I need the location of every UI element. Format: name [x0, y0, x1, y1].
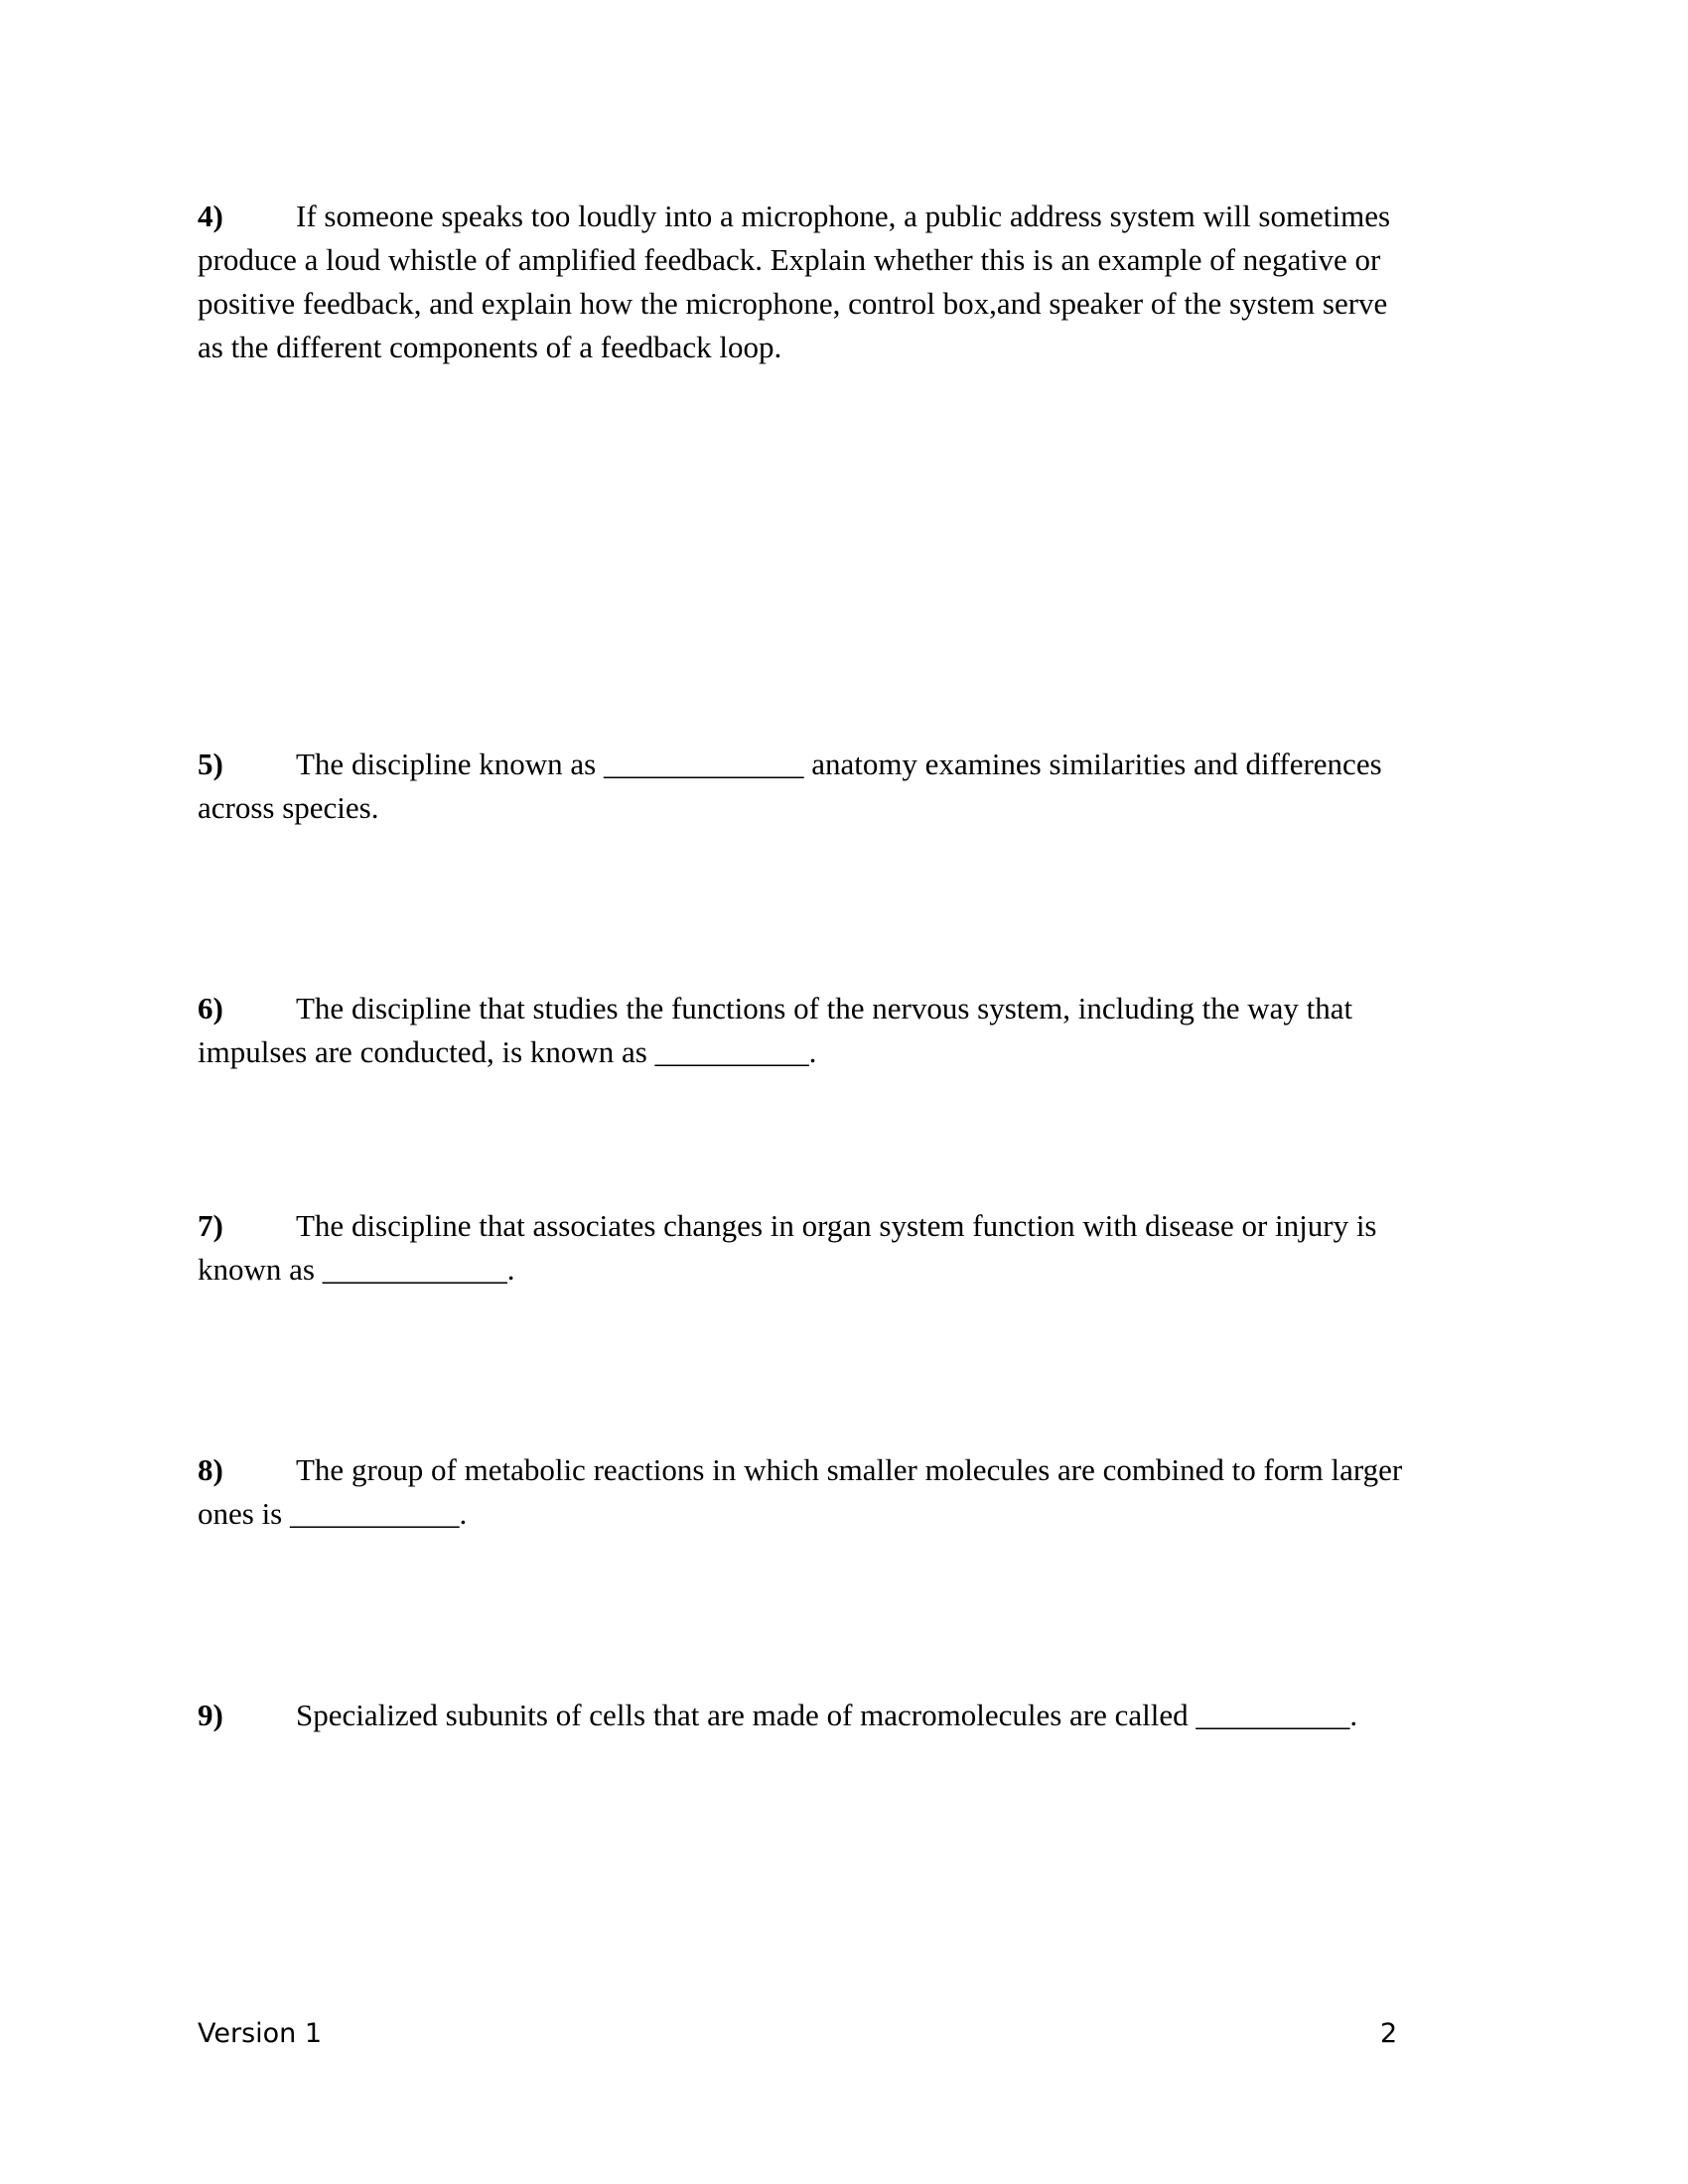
question-8 — [198, 1448, 1508, 1536]
question-text-line: The discipline that associates changes in organ system function with disease or injury is — [296, 1208, 1377, 1243]
question-text-line: produce a loud whistle of amplified feedback. Explain whether this is an example of negative or — [198, 242, 1381, 277]
question-text-line: known as ____________. — [198, 1252, 515, 1287]
footer-page-number: 2 — [1380, 2018, 1398, 2049]
question-number: 9) — [198, 1698, 223, 1732]
question-text-line: across species. — [198, 790, 379, 825]
question-7 — [198, 1204, 1508, 1292]
question-text-line: impulses are conducted, is known as __________. — [198, 1034, 817, 1069]
question-5 — [198, 743, 1508, 830]
question-text-line: The discipline that studies the functions of the nervous system, including the way that — [296, 991, 1353, 1025]
question-text-line: If someone speaks too loudly into a microphone, a public address system will sometimes — [296, 199, 1391, 233]
question-text-line: as the different components of a feedback loop. — [198, 330, 782, 364]
question-number: 8) — [198, 1452, 223, 1487]
question-number: 4) — [198, 199, 223, 233]
question-number: 5) — [198, 747, 223, 781]
question-6 — [198, 987, 1508, 1074]
question-text-line: ones is ___________. — [198, 1496, 468, 1531]
question-text-line: positive feedback, and explain how the microphone, control box,and speaker of the system serve — [198, 286, 1388, 321]
question-number: 7) — [198, 1208, 223, 1243]
question-text-line: The discipline known as _____________ anatomy examines similarities and differences — [296, 747, 1382, 781]
question-number: 6) — [198, 991, 223, 1025]
question-text-line: Specialized subunits of cells that are made of macromolecules are called __________. — [296, 1698, 1358, 1732]
question-4 — [198, 195, 1508, 369]
question-text-line: The group of metabolic reactions in which smaller molecules are combined to form larger — [296, 1452, 1403, 1487]
footer-version: Version 1 — [198, 2018, 323, 2049]
question-9 — [198, 1694, 1508, 1737]
